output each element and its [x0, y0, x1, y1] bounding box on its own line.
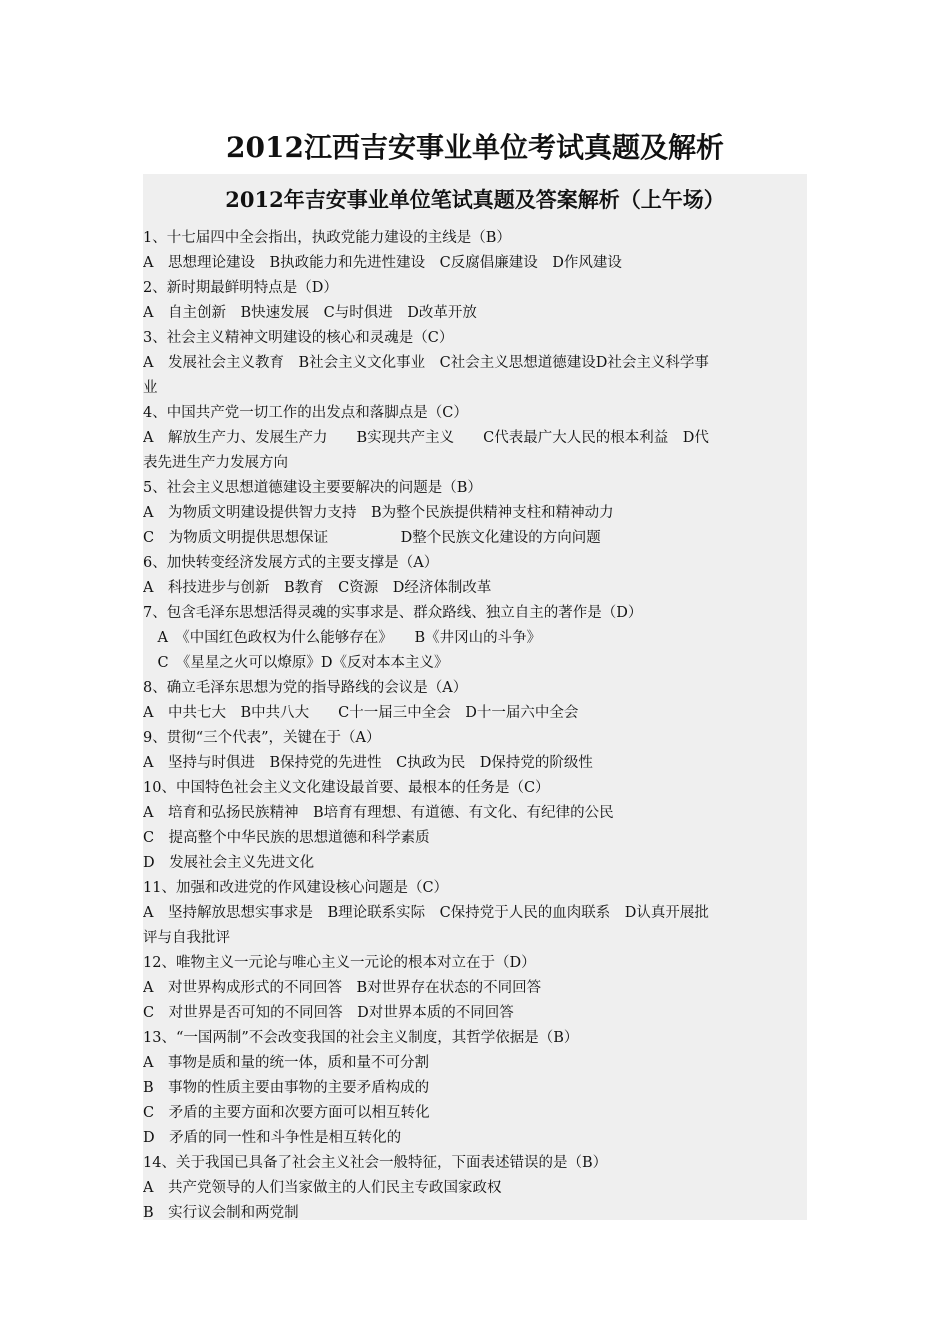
- text-line: A 为物质文明建设提供智力支持 B为整个民族提供精神支柱和精神动力: [143, 505, 614, 521]
- text-line: A 培育和弘扬民族精神 B培育有理想、有道德、有文化、有纪律的公民: [143, 805, 614, 821]
- text-line: 8、确立毛泽东思想为党的指导路线的会议是（A）: [143, 680, 468, 696]
- text-line: 3、社会主义精神文明建设的核心和灵魂是（C）: [143, 330, 454, 346]
- text-line: C 矛盾的主要方面和次要方面可以相互转化: [143, 1105, 430, 1121]
- text-line: 10、中国特色社会主义文化建设最首要、最根本的任务是（C）: [143, 780, 550, 796]
- document-subtitle: 2012年吉安事业单位笔试真题及答案解析（上午场）: [225, 187, 725, 212]
- text-line: C 提高整个中华民族的思想道德和科学素质: [143, 830, 430, 846]
- text-line: A 自主创新 B快速发展 C与时俱进 D改革开放: [143, 305, 477, 321]
- text-line: A 发展社会主义教育 B社会主义文化事业 C社会主义思想道德建设D社会主义科学事: [143, 355, 709, 371]
- question-list: [143, 226, 807, 1226]
- text-line: 6、加快转变经济发展方式的主要支撑是（A）: [143, 555, 439, 571]
- text-line: D 矛盾的同一性和斗争性是相互转化的: [143, 1130, 402, 1146]
- text-line: B 实行议会制和两党制: [143, 1205, 299, 1221]
- text-line: A 中共七大 B中共八大 C十一届三中全会 D十一届六中全会: [143, 705, 579, 721]
- text-line: A 共产党领导的人们当家做主的人们民主专政国家政权: [143, 1180, 502, 1196]
- text-line: 4、中国共产党一切工作的出发点和落脚点是（C）: [143, 405, 468, 421]
- text-line: A 解放生产力、发展生产力 B实现共产主义 C代表最广大人民的根本利益 D代: [143, 430, 709, 446]
- content-panel: [143, 174, 807, 1220]
- text-line: A 对世界构成形式的不同回答 B对世界存在状态的不同回答: [143, 980, 542, 996]
- text-line: 7、包含毛泽东思想活得灵魂的实事求是、群众路线、独立自主的著作是（D）: [143, 605, 643, 621]
- text-line: 13、“一国两制”不会改变我国的社会主义制度，其哲学依据是（B）: [143, 1030, 579, 1046]
- document-title: 2012江西吉安事业单位考试真题及解析: [226, 131, 724, 164]
- text-line: 1、十七届四中全会指出，执政党能力建设的主线是（B）: [143, 230, 511, 246]
- text-line: A 《中国红色政权为什么能够存在》 B《井冈山的斗争》: [143, 630, 542, 646]
- text-line: D 发展社会主义先进文化: [143, 855, 315, 871]
- text-line: C 对世界是否可知的不同回答 D对世界本质的不同回答: [143, 1005, 514, 1021]
- text-line: 12、唯物主义一元论与唯心主义一元论的根本对立在于（D）: [143, 955, 536, 971]
- text-line: 5、社会主义思想道德建设主要要解决的问题是（B）: [143, 480, 482, 496]
- text-line: A 思想理论建设 B执政能力和先进性建设 C反腐倡廉建设 D作风建设: [143, 255, 622, 271]
- text-line: A 坚持解放思想实事求是 B理论联系实际 C保持党于人民的血肉联系 D认真开展批: [143, 905, 709, 921]
- text-line: C 为物质文明提供思想保证 D整个民族文化建设的方向问题: [143, 530, 601, 546]
- text-line: A 坚持与时俱进 B保持党的先进性 C执政为民 D保持党的阶级性: [143, 755, 593, 771]
- text-line: 表先进生产力发展方向: [143, 455, 288, 471]
- text-line: B 事物的性质主要由事物的主要矛盾构成的: [143, 1080, 430, 1096]
- text-line: A 科技进步与创新 B教育 C资源 D经济体制改革: [143, 580, 492, 596]
- text-line: C 《星星之火可以燎原》D《反对本本主义》: [143, 655, 449, 671]
- text-line: A 事物是质和量的统一体，质和量不可分割: [143, 1055, 429, 1071]
- text-line: 评与自我批评: [143, 930, 230, 946]
- text-line: 2、新时期最鲜明特点是（D）: [143, 280, 338, 296]
- text-line: 14、关于我国已具备了社会主义社会一般特征，下面表述错误的是（B）: [143, 1155, 608, 1171]
- text-line: 业: [143, 380, 158, 396]
- text-line: 11、加强和改进党的作风建设核心问题是（C）: [143, 880, 449, 896]
- text-line: 9、贯彻“三个代表”，关键在于（A）: [143, 730, 381, 746]
